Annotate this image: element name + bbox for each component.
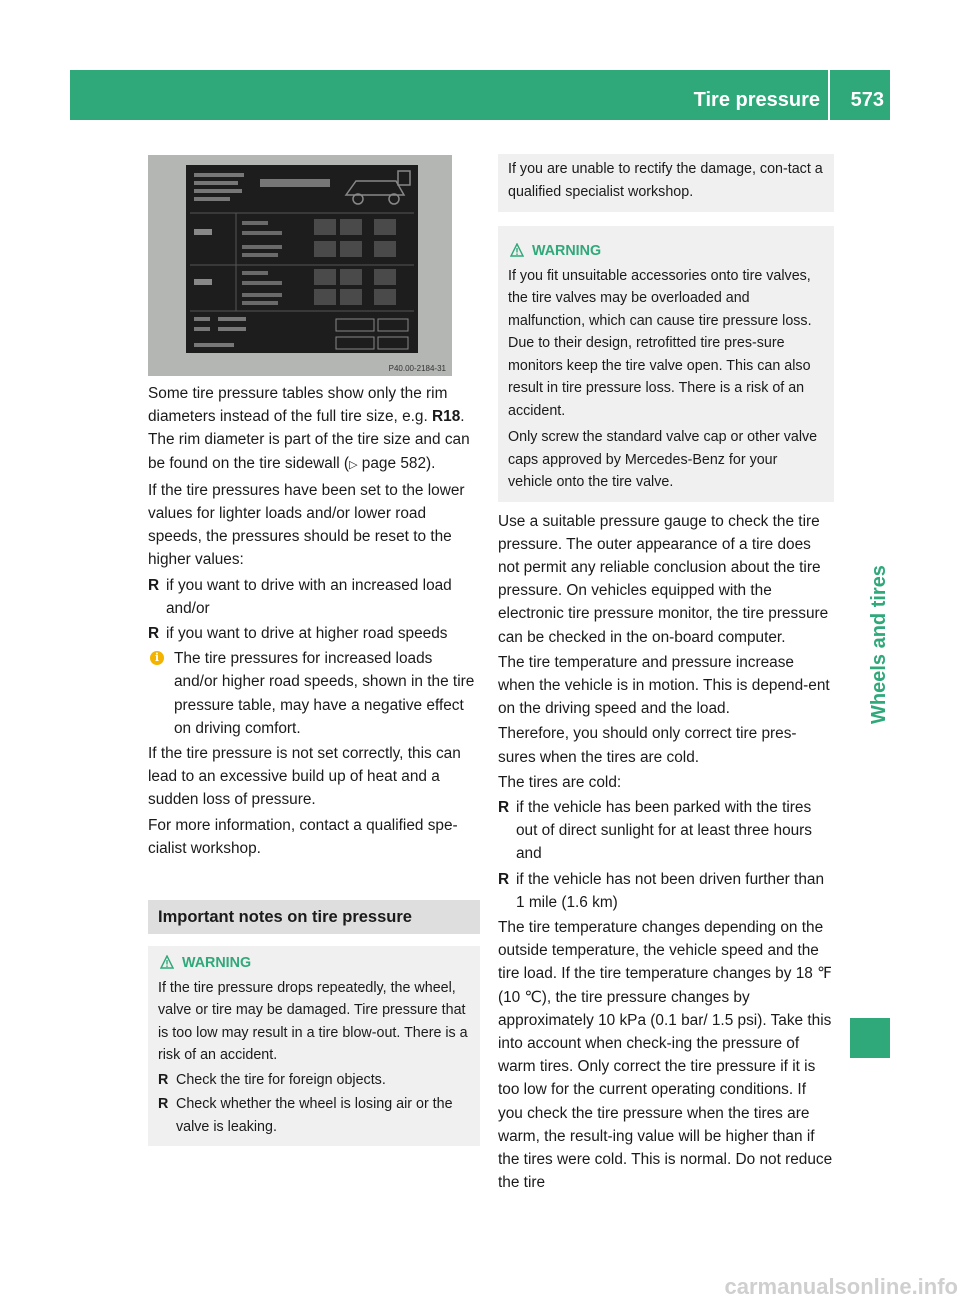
page-number: 573: [850, 89, 884, 111]
list-item-text: Check the tire for foreign objects.: [176, 1071, 386, 1088]
chapter-tab: Wheels and tires: [868, 565, 890, 724]
list-item-text: Check whether the wheel is losing air or the valve is leaking.: [176, 1096, 453, 1135]
section-heading: Important notes on tire pressure: [148, 900, 480, 934]
list-item-text: if the vehicle has been parked with the tires out of direct sunlight for at least three hours and: [516, 798, 813, 863]
warning-text: Only screw the standard valve cap or other valve caps approved by Mercedes-Benz for your vehicle onto the tire valve.: [508, 429, 818, 490]
header-divider: [828, 70, 830, 120]
warning-triangle-icon: [160, 955, 174, 969]
list-item-text: if the vehicle has not been driven further than 1 mile (1.6 km): [516, 870, 825, 911]
page-header: [70, 70, 890, 120]
info-note-text: The tire pressures for increased loads and/or higher road speeds, shown in the tire pressure table, may have a negative effect on driving comfort.: [174, 650, 475, 737]
info-icon: i: [150, 651, 164, 665]
list-item: [148, 622, 480, 645]
figure-code: P40.00-2184-31: [388, 364, 446, 373]
continued-warning-box: [498, 154, 834, 212]
tire-pressure-label-figure: [148, 155, 452, 376]
list-item-text: if you want to drive with an increased load and/or: [166, 576, 452, 617]
right-column: [498, 154, 834, 1194]
continued-warning-text: If you are unable to rectify the damage, con-tact a qualified specialist workshop.: [508, 161, 823, 200]
warning-triangle-icon: [510, 243, 524, 257]
rim-diameter-paragraph: [148, 382, 480, 477]
bullet-marker: R: [498, 870, 510, 888]
list-item: [498, 868, 834, 914]
list-item: [158, 1093, 471, 1138]
info-note: [148, 647, 480, 740]
list-item: [148, 574, 480, 620]
warning-title-text: WARNING: [532, 243, 602, 259]
tire-pressure-table-image: [186, 165, 418, 353]
text-run: . The rim diameter is part of the tire size and can be found on the tire sidewall (: [148, 408, 470, 472]
incorrect-pressure-paragraph: If the tire pressure is not set correctly, this can lead to an excessive build up of heat and a sudden loss of pressure.: [148, 745, 461, 809]
left-column: [148, 382, 480, 1146]
list-item: [158, 1069, 471, 1092]
more-info-paragraph: For more information, contact a qualified spe-cialist workshop.: [148, 816, 458, 857]
page-reference-link[interactable]: page 582).: [357, 454, 436, 472]
watermark: carmanualsonline.info: [724, 1274, 958, 1299]
temperature-change-paragraph: The tire temperature changes depending on the outside temperature, the vehicle speed and the tire load. If the tire temperature changes by 18 ℉ (10 ℃), the tire pressure changes by approximately 10 kPa (0.1 bar/ 1.5 psi). Take this into account when check-ing the pressure of warm tires. Only correct the tire pressure if it is too low for the current operating conditions. If you check the tire pressure when the tires are warm, the result-ing value will be higher than if the tires were cold. This is normal. Do not reduce the tire: [498, 918, 833, 1192]
warning-title: [158, 952, 471, 975]
chapter-marker: [850, 1018, 890, 1058]
bullet-marker: R: [158, 1071, 169, 1088]
warning-title-text: WARNING: [182, 955, 252, 972]
bullet-marker: R: [158, 1096, 169, 1113]
tires-cold-heading: The tires are cold:: [498, 773, 622, 791]
warning-title: [508, 240, 825, 263]
bullet-marker: R: [148, 625, 160, 643]
list-item: [498, 796, 834, 866]
page-ref-arrow-icon: ▷: [349, 458, 358, 471]
rim-size-label: R18: [432, 408, 461, 426]
bullet-marker: R: [498, 798, 510, 816]
reset-paragraph: If the tire pressures have been set to the lower values for lighter loads and/or lower road speeds, the pressures should be reset to the higher values:: [148, 481, 465, 569]
page-title: Tire pressure: [693, 89, 820, 111]
warning-box: [148, 946, 480, 1146]
warning-text: If the tire pressure drops repeatedly, the wheel, valve or tire may be damaged. Tire pressure that is too low may result in a tire blow-out. There is a risk of an accident.: [158, 979, 468, 1064]
bullet-marker: R: [148, 576, 160, 594]
list-item-text: if you want to drive at higher road speeds: [166, 625, 448, 643]
gauge-paragraph: Use a suitable pressure gauge to check the tire pressure. The outer appearance of a tire does not permit any reliable conclusion about the tire pressure. On vehicles equipped with the electronic tire pressure monitor, the tire pressure can be checked in the on-board computer.: [498, 512, 829, 646]
cold-tires-paragraph: Therefore, you should only correct tire pres-sures when the tires are cold.: [498, 725, 797, 766]
temperature-paragraph: The tire temperature and pressure increase when the vehicle is in motion. This is depend-ent on the driving speed and the load.: [498, 653, 830, 718]
tire-label-graphic: [186, 165, 418, 353]
warning-text: If you fit unsuitable accessories onto tire valves, the tire valves may be overloaded and malfunction, which can cause tire pressure loss. Due to their design, retrofitted tire pres-sure monitors keep the tire valve open. This can also result in tire pressure loss. There is a risk of an accident.: [508, 267, 812, 419]
warning-box: [498, 226, 834, 502]
text-run: Some tire pressure tables show only the rim diameters instead of the full tire size, e.g.: [148, 385, 448, 426]
